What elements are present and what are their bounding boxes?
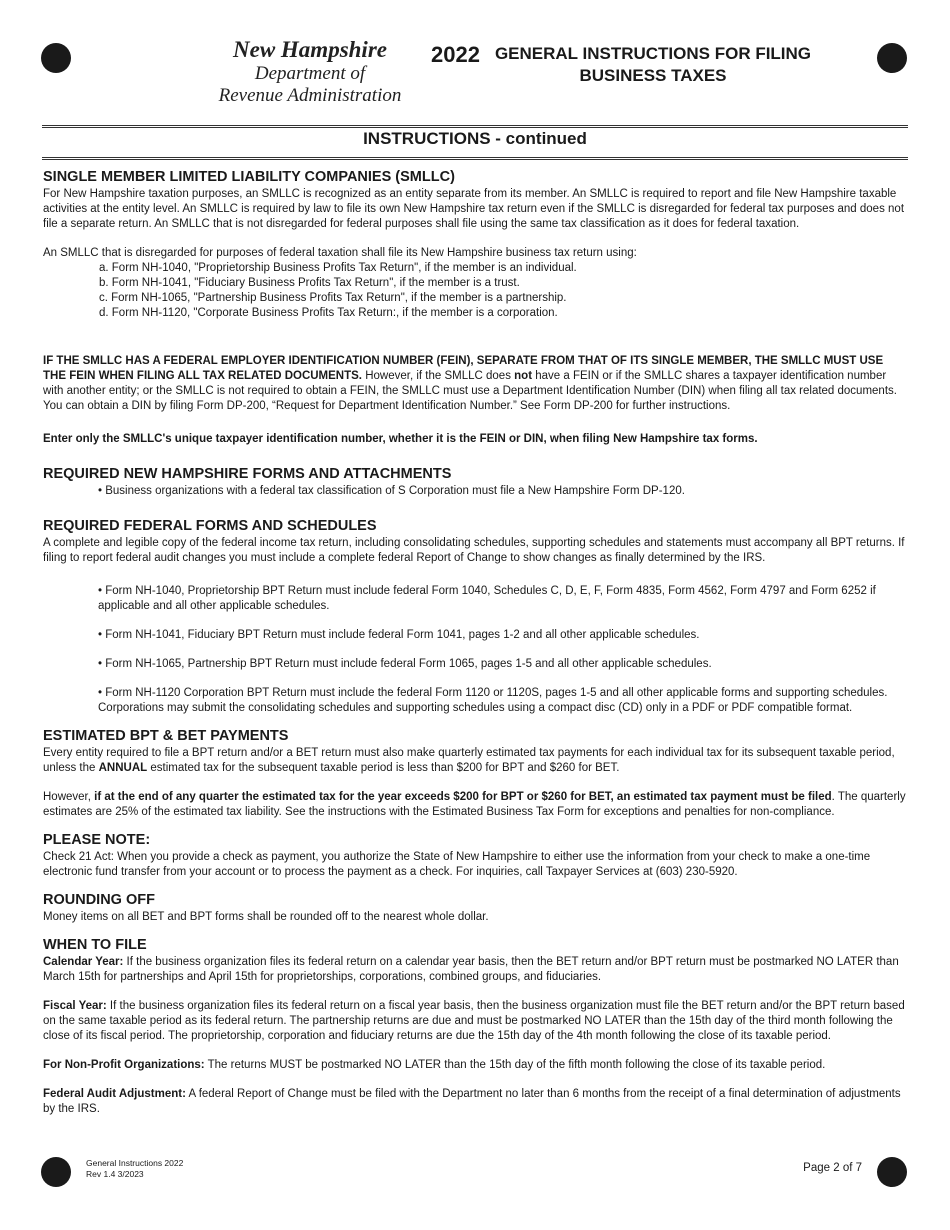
non-profit-text: The returns MUST be postmarked NO LATER than the 15th day of the fifth month following the close of its taxable period.	[204, 1059, 826, 1071]
smllc-forms-list	[43, 261, 909, 321]
document-title	[493, 43, 813, 87]
estimated-p2-bold: if at the end of any quarter the estimated tax for the year exceeds $200 for BPT or $260 for BET, an estimated tax payment must be filed	[94, 791, 832, 803]
estimated-heading: ESTIMATED BPT & BET PAYMENTS	[43, 728, 289, 744]
smllc-heading: SINGLE MEMBER LIMITED LIABILITY COMPANIES (SMLLC)	[43, 169, 455, 185]
fiscal-year-label: Fiscal Year:	[43, 1000, 107, 1012]
federal-forms-intro: A complete and legible copy of the federal income tax return, including consolidating schedules, supporting schedules and statements must accompany all BPT returns. If filing to report federal audit changes you must include a complete federal Report of Change to show changes as finally determined by the IRS.	[43, 537, 905, 564]
fein-bold-text: IF THE SMLLC HAS A FEDERAL EMPLOYER IDENTIFICATION NUMBER (FEIN), SEPARATE FROM THAT OF ITS SINGLE MEMBER, THE SMLLC MUST USE THE FEIN WHEN FILING ALL TAX RELATED DOCUMENTS.	[43, 355, 884, 382]
agency-line3: Revenue Administration	[218, 85, 402, 106]
instructions-body	[43, 168, 909, 1117]
document-title-line2: BUSINESS TAXES	[579, 66, 727, 85]
list-item: c. Form NH-1065, "Partnership Business Profits Tax Return", if the member is a partnership.	[99, 292, 567, 304]
please-note-body: : When you provide a check as payment, you authorize the State of New Hampshire to either use the information from your check to make a one-time electronic fund transfer from your account or to process the payment as a check. For inquiries, call Taxpayer Services at (603) 230-5920.	[43, 851, 871, 878]
agency-name	[195, 36, 425, 107]
fein-paragraph	[43, 354, 909, 414]
federal-form-item: • Form NH-1041, Fiduciary BPT Return must include federal Form 1041, pages 1-2 and all other applicable schedules.	[98, 629, 700, 641]
calendar-year-text: If the business organization files its federal return on a calendar year basis, then the BET return and/or BPT return must be postmarked NO LATER than March 15th for partnerships and April 15th for proprietorships, corporations, combined groups, and fiduciaries.	[43, 956, 899, 983]
page-number: Page 2 of 7	[803, 1162, 862, 1174]
rounding-text: Money items on all BET and BPT forms shall be rounded off to the nearest whole dollar.	[43, 911, 489, 923]
fein-text-1: However, if the SMLLC does	[362, 370, 515, 382]
footer-revision	[86, 1158, 183, 1180]
agency-line1: New Hampshire	[233, 37, 387, 62]
federal-audit-text: A federal Report of Change must be filed with the Department no later than 6 months from the receipt of a final determination of adjustments by the IRS.	[43, 1088, 901, 1115]
estimated-p2-a: However,	[43, 791, 95, 803]
list-item: b. Form NH-1041, "Fiduciary Business Profits Tax Return", if the member is a trust.	[99, 277, 520, 289]
rounding-heading: ROUNDING OFF	[43, 892, 155, 908]
registration-mark-top-right	[877, 43, 907, 73]
smllc-paragraph-2: An SMLLC that is disregarded for purposes of federal taxation shall file its New Hampshire business tax return using:	[43, 247, 637, 259]
estimated-paragraph-2	[43, 790, 909, 820]
nh-forms-heading: REQUIRED NEW HAMPSHIRE FORMS AND ATTACHMENTS	[43, 466, 452, 482]
please-note-text	[43, 850, 909, 880]
fiscal-year-paragraph	[43, 999, 909, 1044]
non-profit-label: For Non-Profit Organizations:	[43, 1059, 205, 1071]
footer-line1: General Instructions 2022	[86, 1158, 184, 1168]
tax-year: 2022	[431, 42, 480, 67]
federal-audit-paragraph	[43, 1087, 909, 1117]
please-note-heading: PLEASE NOTE:	[43, 832, 151, 848]
list-item: a. Form NH-1040, "Proprietorship Business Profits Tax Return", if the member is an individual.	[99, 262, 577, 274]
document-title-line1: GENERAL INSTRUCTIONS FOR FILING	[494, 44, 812, 63]
header-rule-bottom	[42, 157, 908, 161]
federal-form-item: • Form NH-1040, Proprietorship BPT Return must include federal Form 1040, Schedules C, D, E, F, Form 4835, Form 4562, Form 4797 and Form 6252 if applicable and all other applicable schedules.	[98, 585, 876, 612]
calendar-year-paragraph	[43, 955, 909, 985]
calendar-year-label: Calendar Year:	[43, 956, 124, 968]
non-profit-paragraph	[43, 1058, 909, 1073]
fein-not: not	[514, 370, 533, 382]
list-item: d. Form NH-1120, "Corporate Business Profits Tax Return:, if the member is a corporation.	[99, 307, 558, 319]
footer-line2: Rev 1.4 3/2023	[86, 1169, 144, 1179]
check21-label: Check 21 Act	[43, 851, 111, 863]
section-title: INSTRUCTIONS - continued	[363, 129, 587, 148]
registration-mark-bottom-left	[41, 1157, 71, 1187]
registration-mark-top-left	[41, 43, 71, 73]
federal-audit-label: Federal Audit Adjustment:	[43, 1088, 186, 1100]
federal-form-item: • Form NH-1120 Corporation BPT Return must include the federal Form 1120 or 1120S, pages 1-5 and all other applicable forms and supporting schedules. Corporations may submit the consolidating schedules and supporting schedules using a compact disc (CD) only in a PDF or PDF compatible format.	[98, 687, 888, 714]
estimated-paragraph-1	[43, 746, 909, 776]
smllc-paragraph-1: For New Hampshire taxation purposes, an SMLLC is recognized as an entity separate from its member. An SMLLC is required to report and file New Hampshire taxable activities at the entity level. An SMLLC is required by law to file its own New Hampshire tax return even if the SMLLC is disregarded for federal tax purposes and does not file a separate return. An SMLLC that is not disregarded for federal purposes shall file using the same tax classification as it does for federal taxation.	[43, 188, 905, 230]
fiscal-year-text: If the business organization files its federal return on a fiscal year basis, then the business organization must file the BET return and/or the BPT return based on the same taxable period as its federal return. The partnership returns are due and must be postmarked NO LATER than the 15th day of the third month following the close of its fiscal period. The proprietorship, corporation and fiduciary returns are due the 15th day of the 4th month following the close of its taxable period.	[43, 1000, 905, 1042]
federal-form-item: • Form NH-1065, Partnership BPT Return must include federal Form 1065, pages 1-5 and all other applicable schedules.	[98, 658, 712, 670]
nh-forms-item: • Business organizations with a federal tax classification of S Corporation must file a New Hampshire Form DP-120.	[98, 485, 685, 497]
agency-line2: Department of	[254, 63, 366, 84]
federal-forms-heading: REQUIRED FEDERAL FORMS AND SCHEDULES	[43, 518, 377, 534]
fein-text-2: have a FEIN or if the SMLLC shares a taxpayer identification number with another entity; or the SMLLC is not required to obtain a FEIN, the SMLLC must use a Department Identification Number (DIN) when filing all tax related documents. You can obtain a DIN by filing Form DP-200, “Request for Department Identification Number.” See Form DP-200 for further instructions.	[43, 370, 897, 412]
when-to-file-heading: WHEN TO FILE	[43, 937, 147, 953]
estimated-p1-b: estimated tax for the subsequent taxable period is less than $200 for BPT and $260 for BET.	[147, 762, 620, 774]
estimated-p2-b: . The quarterly estimates are 25% of the estimated tax liability. See the instructions with the Estimated Business Tax Form for exceptions and penalties for non-compliance.	[43, 791, 906, 818]
registration-mark-bottom-right	[877, 1157, 907, 1187]
enter-only-note: Enter only the SMLLC's unique taxpayer identification number, whether it is the FEIN or DIN, when filing New Hampshire tax forms.	[43, 433, 758, 445]
estimated-p1-a: Every entity required to file a BPT return and/or a BET return must also make quarterly estimated tax payments for each individual tax for its subsequent taxable period, unless the	[43, 747, 895, 774]
estimated-annual: ANNUAL	[98, 762, 148, 774]
